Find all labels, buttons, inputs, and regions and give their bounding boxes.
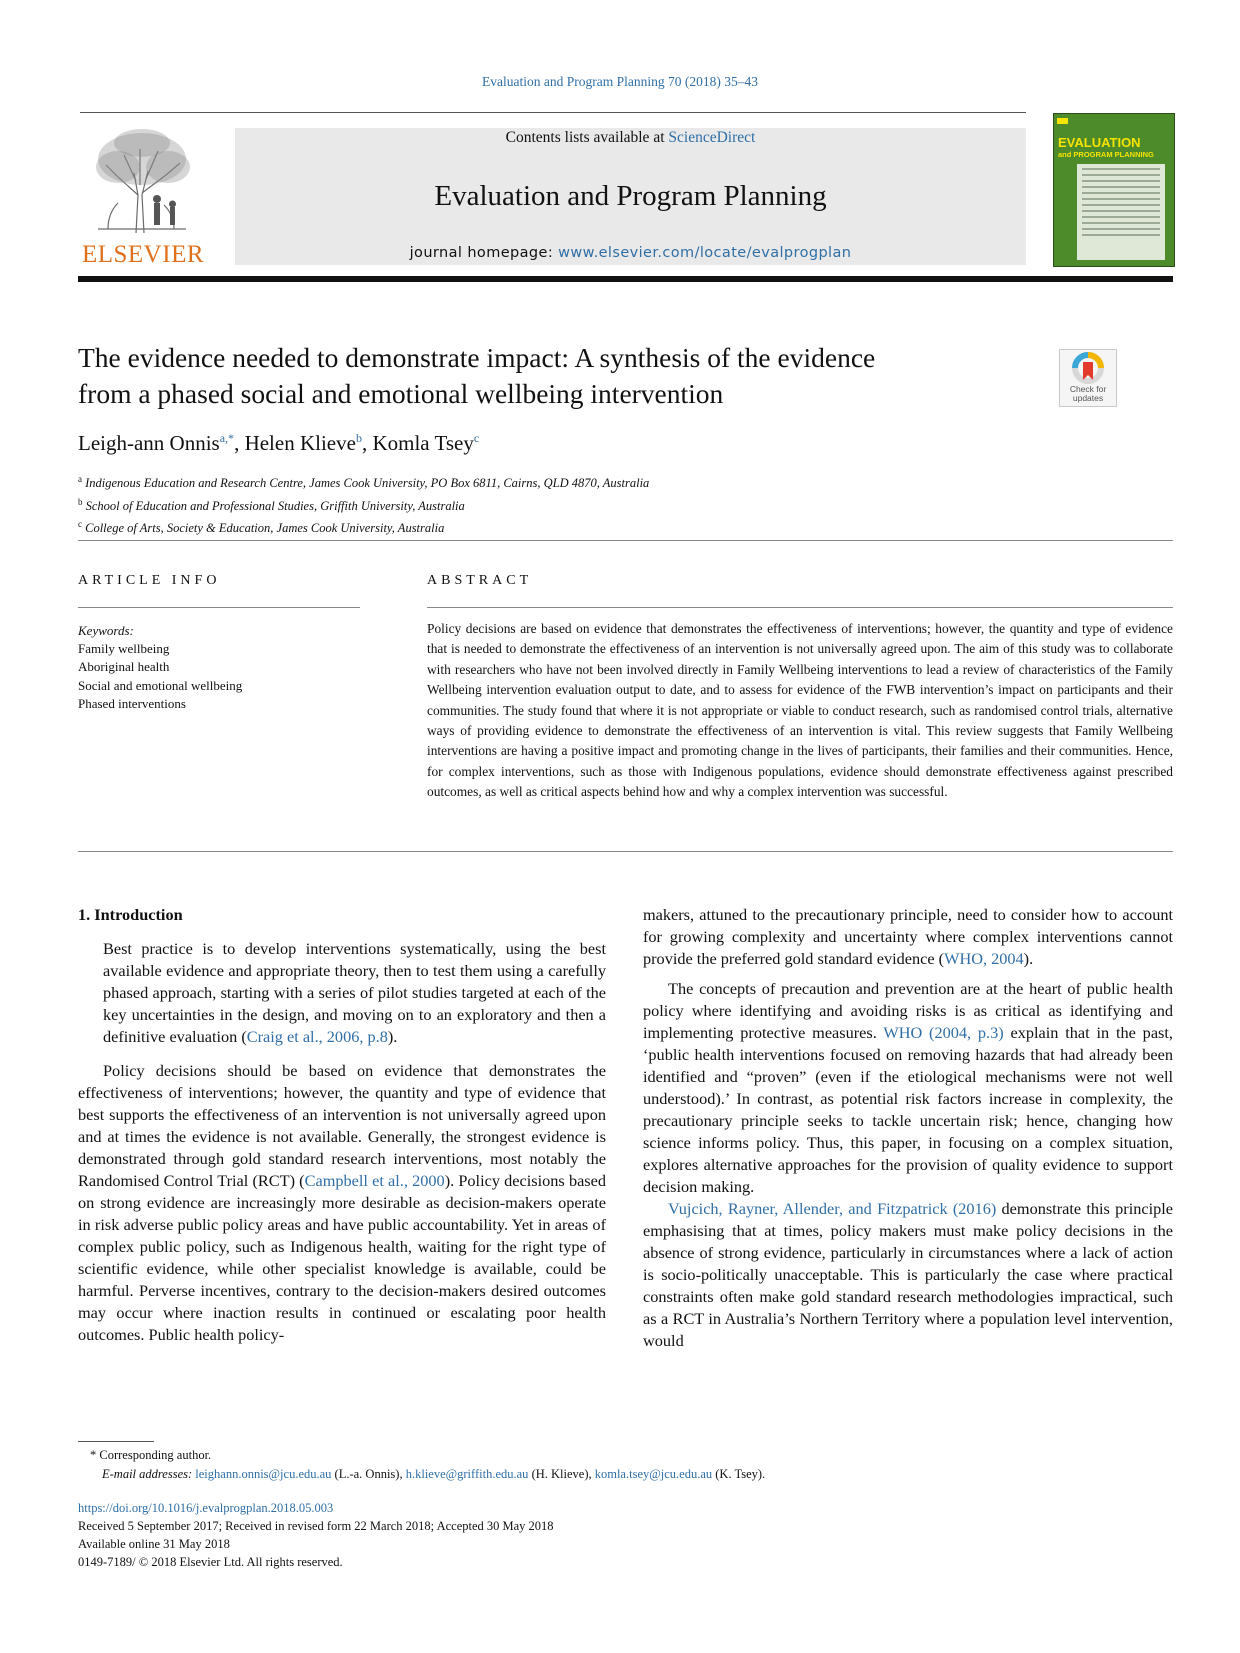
homepage-link[interactable]: www.elsevier.com/locate/evalprogplan (558, 245, 852, 261)
homepage-label: journal homepage: (409, 245, 559, 261)
email-link[interactable]: komla.tsey@jcu.edu.au (594, 1467, 713, 1481)
affiliation-marker: b (78, 496, 83, 507)
keyword: Aboriginal health (78, 659, 170, 675)
section-divider (78, 851, 1173, 852)
email-addresses (102, 1465, 765, 1483)
keyword: Phased interventions (78, 695, 186, 711)
available-online: Available online 31 May 2018 (78, 1537, 230, 1551)
paragraph-text: demonstrate this principle emphasising that at times, policy makers must make policy decisions in the absence of strong evidence, particularly in circumstances where a lack of action is socio-politically unacceptable. This is particularly the case where practical constraints often make gold standard research methodologies impractical, such as a RCT in Australia’s Northern Territory where a population level intervention, would (643, 1199, 1174, 1350)
author[interactable]: Helen Klieve (244, 431, 356, 455)
email-owner: (L.-a. Onnis), (331, 1467, 406, 1481)
title-line-2: from a phased social and emotional wellbeing intervention (78, 378, 724, 409)
body-left-column (78, 904, 606, 1346)
email-owner: (H. Klieve), (528, 1467, 595, 1481)
article-info-heading: ARTICLE INFO (78, 573, 221, 588)
block-quote (103, 938, 606, 1048)
paragraph-text: ). Policy decisions based on strong evidence are increasingly more desirable as decision-makers operate in risk adverse public policy areas and have public accountability. Yet in areas of complex public policy, such as Indigenous health, waiting for the right type of scientific evidence, while other specialist knowledge is available, could be harmful. Perverse incentives, contrary to the decision-makers desired outcomes may occur where inaction results in continued or escalating poor health outcomes. Public health policy- (78, 1171, 607, 1344)
affiliations (78, 470, 649, 538)
crossmark-line-1: Check for (1069, 384, 1107, 394)
email-label: E-mail addresses: (102, 1467, 193, 1481)
paragraph (643, 1198, 1173, 1352)
citation-link[interactable]: WHO, 2004 (944, 949, 1024, 968)
journal-citation[interactable]: Evaluation and Program Planning 70 (2018) 35–43 (482, 74, 758, 89)
author-affiliation-marker[interactable]: a,* (219, 431, 235, 445)
paragraph (643, 904, 1173, 970)
keywords-block (78, 622, 242, 713)
affiliation (78, 470, 649, 493)
paragraph-text: Policy decisions should be based on evidence that demonstrates the effectiveness of interventions; however, the quantity and type of evidence that best supports the effectiveness of an intervention is not universally agreed upon and at times the evidence is not available. Generally, the strongest evidence is demonstrated through gold standard research interventions, most notably the Randomised Control Trial (RCT) ( (78, 1061, 606, 1190)
affiliation-text: School of Education and Professional Studies, Griffith University, Australia (85, 498, 465, 513)
email-link[interactable]: h.klieve@griffith.edu.au (405, 1467, 529, 1481)
doi-link[interactable]: https://doi.org/10.1016/j.evalprogplan.2018.05.003 (78, 1501, 334, 1515)
affiliation (78, 515, 649, 538)
paragraph-text: explain that in the past, ‘public health interventions focused on removing hazards that had already been identified and “proven” (even if the etiological mechanisms were not well understood).’ In contrast, as potential risk factors increase in complexity, the precautionary principle seeks to tackle uncertain risk; hence, changing how science informs policy. Thus, this paper, in focusing on a complex situation, explores alternative approaches for the provision of quality evidence to support decision making. (643, 1023, 1173, 1196)
cover-accent (1057, 118, 1068, 124)
body-right-column (643, 904, 1173, 1352)
title-line-1: The evidence needed to demonstrate impact: A synthesis of the evidence (78, 342, 876, 373)
footnote-rule (78, 1441, 154, 1442)
corresponding-author-note: * Corresponding author. (90, 1448, 212, 1462)
copyright-line: 0149-7189/ © 2018 Elsevier Ltd. All rights reserved. (78, 1555, 343, 1569)
paragraph-text: makers, attuned to the precautionary principle, need to consider how to account for growing complexity and uncertainty where complex interventions cannot provide the preferred gold standard evidence ( (643, 905, 1173, 968)
keyword: Family wellbeing (78, 641, 170, 657)
citation-link[interactable]: Vujcich, Rayner, Allender, and Fitzpatrick (2016) (668, 1199, 997, 1218)
section-divider (78, 540, 1173, 541)
author[interactable]: Leigh-ann Onnis (78, 431, 220, 455)
affiliation-text: Indigenous Education and Research Centre, James Cook University, PO Box 6811, Cairns, QLD 4870, Australia (85, 476, 650, 491)
article-info-rule (78, 607, 360, 608)
affiliation-marker: c (78, 519, 82, 530)
author-affiliation-marker[interactable]: c (473, 431, 480, 445)
abstract-rule (427, 607, 1173, 608)
journal-header-box (235, 128, 1026, 265)
cover-subtitle: and PROGRAM PLANNING (1058, 150, 1154, 159)
paragraph (78, 1060, 606, 1346)
paragraph-text: The concepts of precaution and prevention are at the heart of public health policy where identifying and avoiding risks is as critical as identifying and implementing protective measures. (643, 979, 1173, 1042)
journal-cover[interactable] (1053, 113, 1175, 267)
check-for-updates-button[interactable] (1059, 349, 1117, 407)
journal-title: Evaluation and Program Planning (434, 180, 827, 212)
sciencedirect-link[interactable]: ScienceDirect (668, 129, 756, 146)
cover-contents-panel (1077, 164, 1165, 260)
pub-info (78, 1499, 554, 1571)
homepage-line (235, 245, 1026, 261)
quote-end: ). (387, 1027, 398, 1046)
email-link[interactable]: leighann.onnis@jcu.edu.au (195, 1467, 332, 1481)
keyword: Social and emotional wellbeing (78, 677, 243, 693)
publisher-wordmark: ELSEVIER (81, 241, 205, 268)
abstract-text: Policy decisions are based on evidence that demonstrates the effectiveness of interventions; however, the quantity and type of evidence that is needed to demonstrate the effectiveness of an intervention is not universally agreed upon. The aim of this study was to collaborate with researchers who have not been involved directly in Family Wellbeing interventions to lead a review of characteristics of the Family Wellbeing intervention evaluation output to date, and to assess for evidence of the FWB intervention’s impact on participants and their communities. The study found that where it is not appropriate or viable to conduct research, such as randomised control trials, alternative ways of providing evidence to demonstrate the effectiveness of an intervention is vital. This review suggests that Family Wellbeing interventions are having a positive impact and promoting change in the lives of participants, their families and their communities. Hence, for complex interventions, such as those with Indigenous populations, evidence should demonstrate effectiveness against prescribed outcomes, as well as critical aspects behind how and why a complex intervention was successful. (427, 621, 1173, 800)
affiliation-marker: a (78, 474, 82, 484)
author-affiliation-marker[interactable]: b (355, 431, 362, 445)
section-heading: 1. Introduction (78, 905, 183, 924)
header-thick-rule (78, 276, 1173, 282)
citation-link[interactable]: Craig et al., 2006, p.8 (246, 1027, 388, 1046)
crossmark-line-2: updates (1072, 393, 1104, 403)
author-list (78, 431, 479, 456)
paragraph-text: ). (1023, 949, 1034, 968)
elsevier-tree-icon (78, 125, 206, 237)
citation-link[interactable]: Campbell et al., 2000 (304, 1171, 445, 1190)
author-separator: , (361, 431, 373, 455)
received-dates: Received 5 September 2017; Received in revised form 22 March 2018; Accepted 30 May 2018 (78, 1519, 554, 1533)
author-separator: , (234, 431, 245, 455)
crossmark-label (1060, 385, 1116, 403)
paragraph (643, 978, 1173, 1198)
email-owner: (K. Tsey). (712, 1467, 766, 1481)
article-title (78, 340, 1038, 412)
affiliation (78, 493, 649, 516)
author[interactable]: Komla Tsey (372, 431, 474, 455)
elsevier-logo[interactable] (78, 125, 206, 268)
abstract-heading: ABSTRACT (427, 573, 533, 588)
contents-line (235, 128, 1026, 147)
contents-prefix: Contents lists available at (505, 129, 669, 146)
cover-title: EVALUATION (1058, 135, 1141, 150)
keywords-label: Keywords: (78, 623, 134, 638)
crossmark-icon (1060, 350, 1116, 386)
affiliation-text: College of Arts, Society & Education, James Cook University, Australia (85, 521, 445, 536)
header-divider (80, 112, 1026, 113)
citation-link[interactable]: WHO (2004, p.3) (883, 1023, 1004, 1042)
quote-text: Best practice is to develop interventions systematically, using the best available evidence and appropriate theory, then to test them using a carefully phased approach, starting with a series of pilot studies targeted at each of the key uncertainties in the design, and moving on to an exploratory and then a definitive evaluation ( (103, 939, 606, 1046)
